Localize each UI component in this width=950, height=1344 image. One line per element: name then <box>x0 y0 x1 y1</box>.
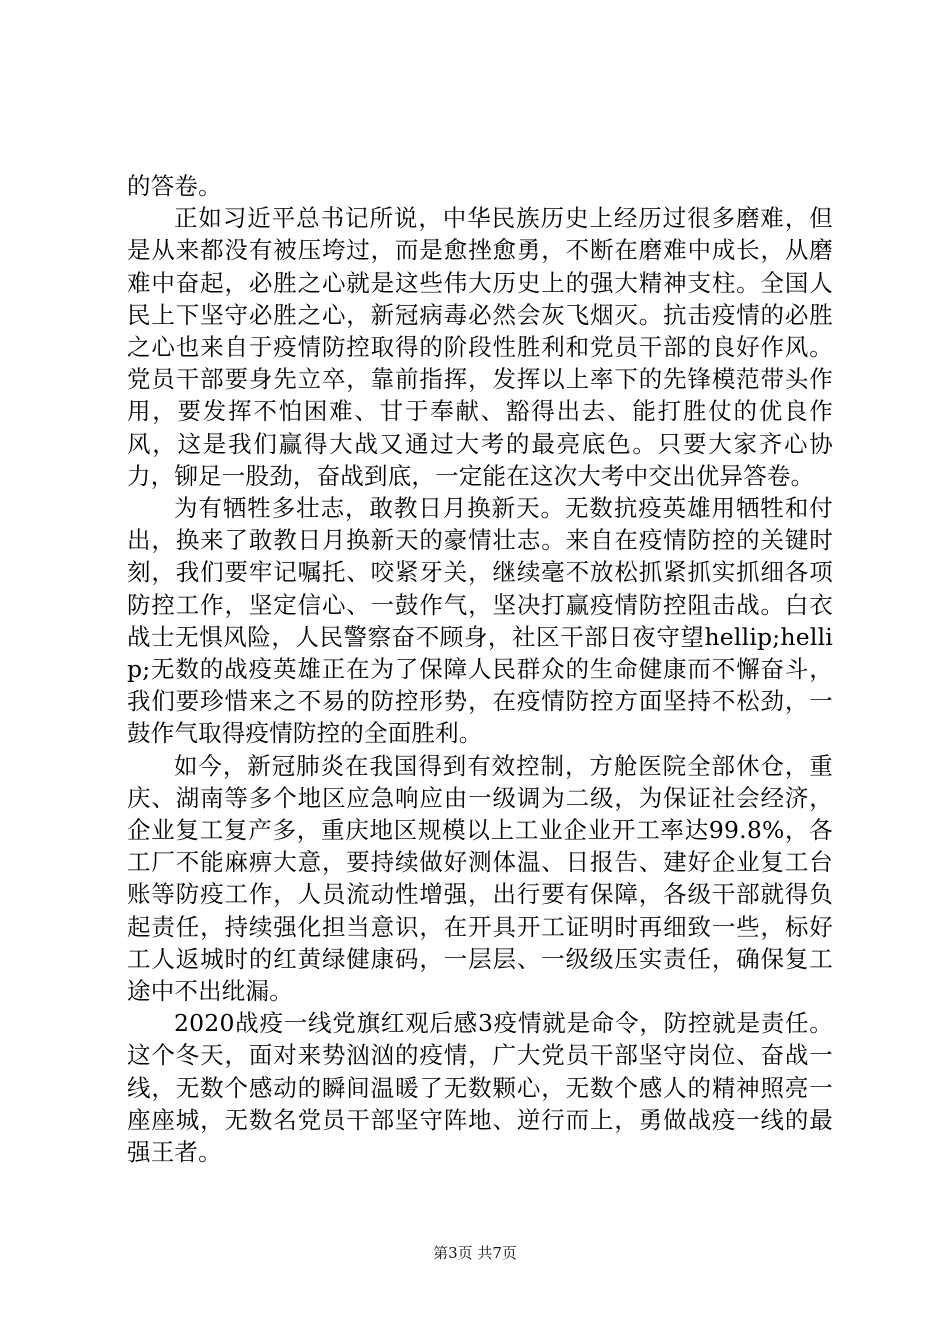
page-number-footer: 第3页 共7页 <box>433 1244 517 1262</box>
paragraph: 如今，新冠肺炎在我国得到有效控制，方舱医院全部休仓，重庆、湖南等多个地区应急响应由一级调为二级，为保证社会经济，企业复工复产多，重庆地区规模以上工业企业开工率达99.8%，各工厂不能麻痹大意，要持续做好测体温、日报告、建好企业复工台账等防疫工作，人员流动性增强，出行要有保障，各级干部就得负起责任，持续强化担当意识，在开具开工证明时再细致一些，标好工人返城时的红黄绿健康码，一层层、一级级压实责任，确保复工途中不出纰漏。 <box>127 751 833 1006</box>
paragraph-continuation: 的答卷。 <box>127 172 222 200</box>
paragraph: 2020战疫一线党旗红观后感3疫情就是命令，防控就是责任。这个冬天，面对来势汹汹的疫情，广大党员干部坚守岗位、奋战一线，无数个感动的瞬间温暖了无数颗心，无数个感人的精神照亮一座座城，无数名党员干部坚守阵地、逆行而上，勇做战疫一线的最强王者。 <box>127 1009 833 1167</box>
document-body <box>127 170 833 1168</box>
paragraph: 为有牺牲多壮志，敢教日月换新天。无数抗疫英雄用牺牲和付出，换来了敢教日月换新天的豪情壮志。来自在疫情防控的关键时刻，我们要牢记嘱托、咬紧牙关，继续毫不放松抓紧抓实抓细各项防控工作，坚定信心、一鼓作气，坚决打赢疫情防控阻击战。白衣战士无惧风险，人民警察奋不顾身，社区干部日夜守望hellip;hellip;无数的战疫英雄正在为了保障人民群众的生命健康而不懈奋斗，我们要珍惜来之不易的防控形势，在疫情防控方面坚持不松劲，一鼓作气取得疫情防控的全面胜利。 <box>127 494 833 748</box>
paragraph: 正如习近平总书记所说，中华民族历史上经历过很多磨难，但是从来都没有被压垮过，而是愈挫愈勇，不断在磨难中成长，从磨难中奋起，必胜之心就是这些伟大历史上的强大精神支柱。全国人民上下坚守必胜之心，新冠病毒必然会灰飞烟灭。抗击疫情的必胜之心也来自于疫情防控取得的阶段性胜利和党员干部的良好作风。党员干部要身先立卒，靠前指挥，发挥以上率下的先锋模范带头作用，要发挥不怕困难、甘于奉献、豁得出去、能打胜仗的优良作风，这是我们赢得大战又通过大考的最亮底色。只要大家齐心协力，铆足一股劲，奋战到底，一定能在这次大考中交出优异答卷。 <box>127 204 833 490</box>
